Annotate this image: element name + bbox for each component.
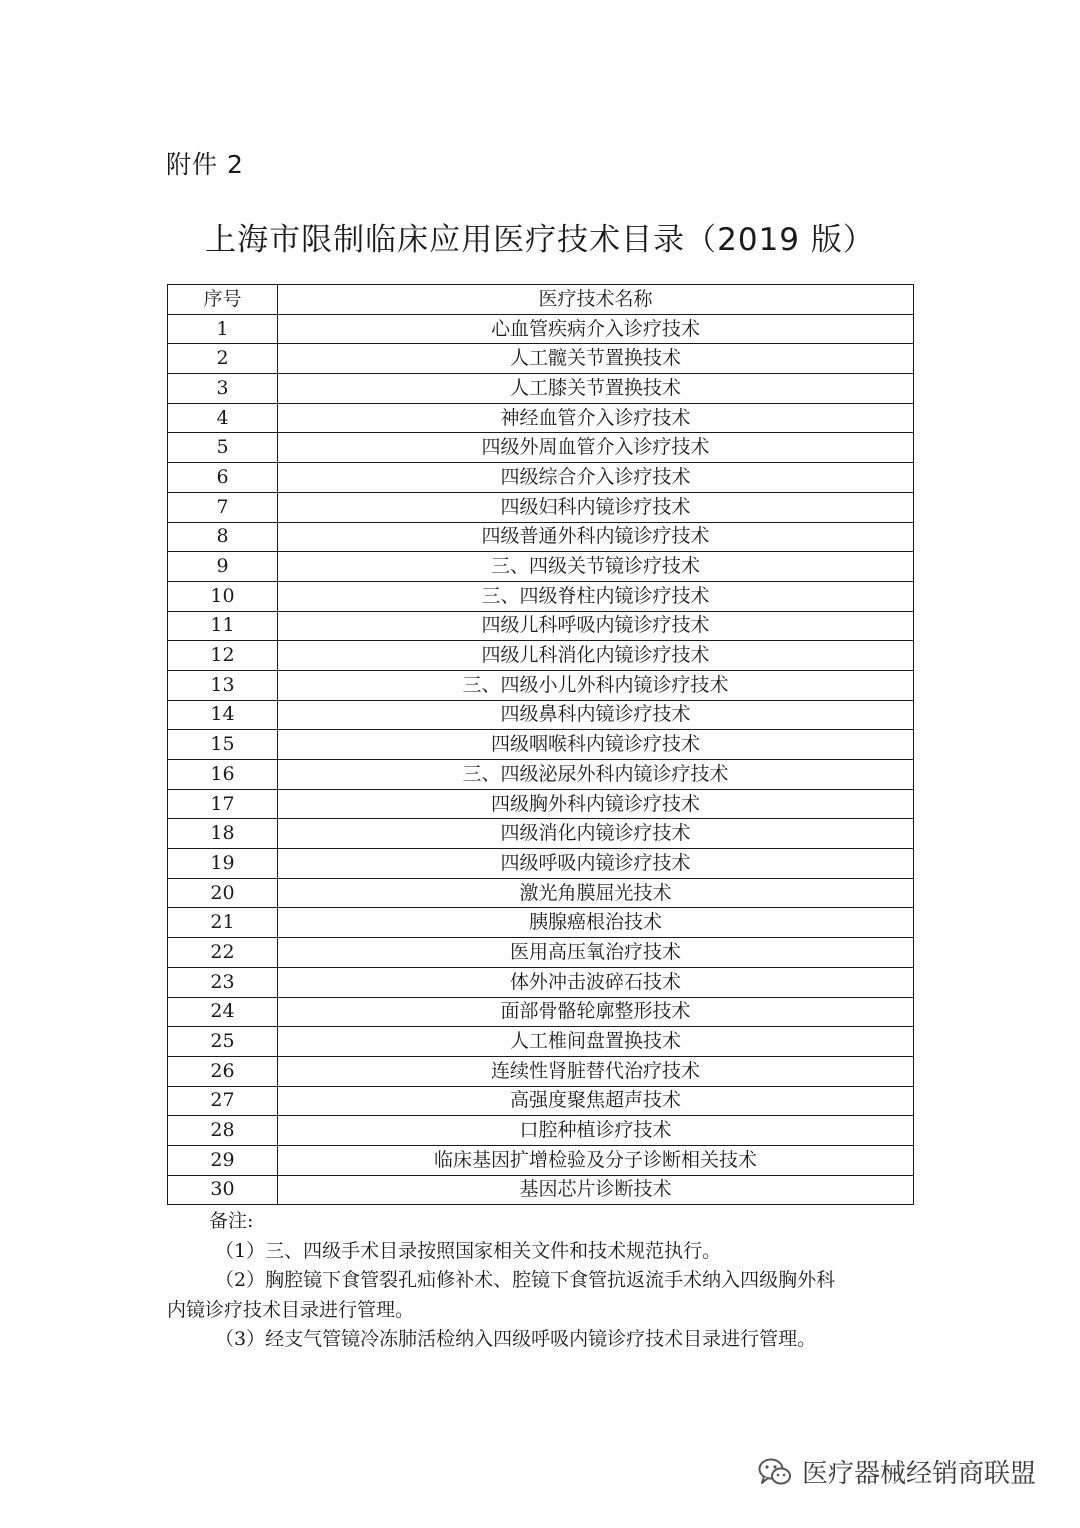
row-number: 18 [168,819,278,849]
row-number: 4 [168,403,278,433]
table-row [168,1027,914,1057]
table-row [168,967,914,997]
attachment-label: 附件 2 [166,150,244,179]
notes-section [167,1207,927,1355]
note-item-2-line-1: （2）胸腔镜下食管裂孔疝修补术、腔镜下食管抗返流手术纳入四级胸外科 [215,1269,836,1291]
technology-name: 高强度聚焦超声技术 [278,1086,914,1116]
row-number: 11 [168,611,278,641]
technology-name: 连续性肾脏替代治疗技术 [278,1056,914,1086]
technology-name: 四级儿科呼吸内镜诊疗技术 [278,611,914,641]
row-number: 25 [168,1027,278,1057]
row-number: 2 [168,344,278,374]
table-row [168,641,914,671]
row-number: 1 [168,314,278,344]
column-header-name: 医疗技术名称 [278,285,914,315]
note-item-3: （3）经支气管镜冷冻肺活检纳入四级呼吸内镜诊疗技术目录进行管理。 [215,1328,817,1350]
table-row [168,1116,914,1146]
row-number: 26 [168,1056,278,1086]
table-row [168,374,914,404]
note-item-1: （1）三、四级手术目录按照国家相关文件和技术规范执行。 [215,1239,722,1262]
row-number: 7 [168,492,278,522]
technology-name: 激光角膜屈光技术 [278,878,914,908]
technology-name: 体外冲击波碎石技术 [278,967,914,997]
technology-name: 基因芯片诊断技术 [278,1175,914,1205]
technology-name: 四级普通外科内镜诊疗技术 [278,522,914,552]
row-number: 13 [168,670,278,700]
technology-name: 三、四级泌尿外科内镜诊疗技术 [278,760,914,790]
technology-name: 四级消化内镜诊疗技术 [278,819,914,849]
technology-name: 四级鼻科内镜诊疗技术 [278,700,914,730]
watermark-text: 医疗器械经销商联盟 [802,1459,1037,1489]
table-row [168,611,914,641]
table-row [168,492,914,522]
row-number: 29 [168,1145,278,1175]
watermark [758,1453,1036,1490]
technology-name: 人工椎间盘置换技术 [278,1027,914,1057]
technology-table [167,284,914,1205]
technology-name: 三、四级关节镜诊疗技术 [278,552,914,582]
row-number: 23 [168,967,278,997]
technology-name: 四级胸外科内镜诊疗技术 [278,789,914,819]
column-header-number: 序号 [168,285,278,315]
document-title: 上海市限制临床应用医疗技术目录（2019 版） [205,222,875,258]
technology-name: 四级咽喉科内镜诊疗技术 [278,730,914,760]
table-row [168,1175,914,1205]
table-header-row [168,285,914,315]
notes-heading: 备注: [209,1210,254,1232]
technology-name: 人工髋关节置换技术 [278,344,914,374]
technology-name: 面部骨骼轮廓整形技术 [278,997,914,1027]
table-row [168,403,914,433]
row-number: 10 [168,581,278,611]
table-row [168,522,914,552]
technology-name: 神经血管介入诊疗技术 [278,403,914,433]
row-number: 22 [168,938,278,968]
technology-name: 四级呼吸内镜诊疗技术 [278,849,914,879]
table-row [168,463,914,493]
note-item-2-line-2: 内镜诊疗技术目录进行管理。 [167,1298,415,1321]
table-row [168,908,914,938]
row-number: 30 [168,1175,278,1205]
technology-name: 医用高压氧治疗技术 [278,938,914,968]
table-row [168,849,914,879]
table-row [168,314,914,344]
table-row [168,760,914,790]
table-row [168,433,914,463]
technology-name: 四级妇科内镜诊疗技术 [278,492,914,522]
row-number: 15 [168,730,278,760]
table-row [168,730,914,760]
technology-name: 四级儿科消化内镜诊疗技术 [278,641,914,671]
technology-name: 胰腺癌根治技术 [278,908,914,938]
table-row [168,670,914,700]
table-row [168,344,914,374]
row-number: 16 [168,760,278,790]
row-number: 20 [168,878,278,908]
row-number: 9 [168,552,278,582]
technology-name: 四级外周血管介入诊疗技术 [278,433,914,463]
row-number: 28 [168,1116,278,1146]
table-row [168,700,914,730]
wechat-icon [758,1457,792,1487]
row-number: 14 [168,700,278,730]
row-number: 3 [168,374,278,404]
row-number: 21 [168,908,278,938]
row-number: 17 [168,789,278,819]
row-number: 24 [168,997,278,1027]
table-row [168,938,914,968]
table-row [168,789,914,819]
table-row [168,819,914,849]
table-row [168,997,914,1027]
row-number: 19 [168,849,278,879]
technology-name: 口腔种植诊疗技术 [278,1116,914,1146]
technology-name: 人工膝关节置换技术 [278,374,914,404]
technology-name: 临床基因扩增检验及分子诊断相关技术 [278,1145,914,1175]
row-number: 8 [168,522,278,552]
row-number: 5 [168,433,278,463]
technology-name: 三、四级小儿外科内镜诊疗技术 [278,670,914,700]
table-row [168,1086,914,1116]
table-row [168,552,914,582]
table-row [168,581,914,611]
technology-name: 心血管疾病介入诊疗技术 [278,314,914,344]
technology-name: 三、四级脊柱内镜诊疗技术 [278,581,914,611]
table-row [168,1145,914,1175]
row-number: 12 [168,641,278,671]
table-row [168,878,914,908]
row-number: 27 [168,1086,278,1116]
row-number: 6 [168,463,278,493]
table-row [168,1056,914,1086]
technology-name: 四级综合介入诊疗技术 [278,463,914,493]
